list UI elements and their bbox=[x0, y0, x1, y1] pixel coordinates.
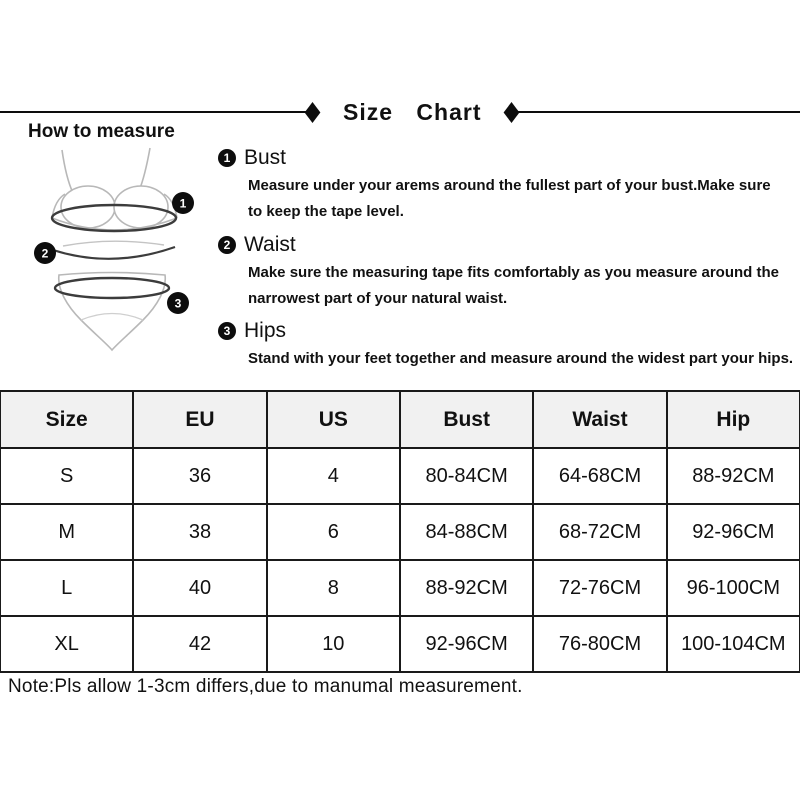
cell-waist: 64-68CM bbox=[533, 448, 666, 504]
how-to-measure-label: How to measure bbox=[28, 121, 175, 142]
col-header-waist: Waist bbox=[533, 391, 666, 448]
table-row bbox=[0, 560, 800, 616]
cell-hip: 96-100CM bbox=[667, 560, 800, 616]
cell-eu: 38 bbox=[133, 504, 266, 560]
instruction-waist-head bbox=[218, 233, 779, 257]
table-row bbox=[0, 448, 800, 504]
cell-bust: 84-88CM bbox=[400, 504, 533, 560]
page-title: Size Chart bbox=[343, 98, 482, 125]
table-row bbox=[0, 616, 800, 672]
svg-text:3: 3 bbox=[174, 296, 182, 311]
instruction-waist-text: Make sure the measuring tape fits comfortably as you measure around the narrowest part of your natural waist. bbox=[248, 264, 779, 307]
cell-size: S bbox=[0, 448, 133, 504]
cell-us: 8 bbox=[267, 560, 400, 616]
instruction-hips-head bbox=[218, 319, 793, 343]
instruction-hips-title: Hips bbox=[244, 319, 287, 342]
col-header-hip: Hip bbox=[667, 391, 800, 448]
col-header-us: US bbox=[267, 391, 400, 448]
bullet-1-icon: 1 bbox=[218, 149, 236, 167]
marker-1 bbox=[172, 192, 194, 214]
instruction-bust-head bbox=[218, 146, 771, 170]
instruction-waist bbox=[218, 233, 779, 312]
cell-waist: 76-80CM bbox=[533, 616, 666, 672]
cell-waist: 72-76CM bbox=[533, 560, 666, 616]
cell-waist: 68-72CM bbox=[533, 504, 666, 560]
col-header-bust: Bust bbox=[400, 391, 533, 448]
size-table-header-row bbox=[0, 391, 800, 448]
cell-eu: 36 bbox=[133, 448, 266, 504]
cell-us: 10 bbox=[267, 616, 400, 672]
col-header-size: Size bbox=[0, 391, 133, 448]
instruction-bust-text: Measure under your arems around the fullest part of your bust.Make sure to keep the tape level. bbox=[248, 177, 771, 220]
cell-hip: 88-92CM bbox=[667, 448, 800, 504]
cell-us: 6 bbox=[267, 504, 400, 560]
instruction-bust bbox=[218, 146, 771, 225]
marker-2 bbox=[34, 242, 56, 264]
cell-eu: 40 bbox=[133, 560, 266, 616]
title-rule-right bbox=[518, 111, 800, 113]
cell-size: XL bbox=[0, 616, 133, 672]
title-rule-left bbox=[0, 111, 306, 113]
instruction-bust-title: Bust bbox=[244, 146, 287, 169]
cell-eu: 42 bbox=[133, 616, 266, 672]
cell-hip: 92-96CM bbox=[667, 504, 800, 560]
diamond-icon bbox=[504, 102, 520, 123]
bullet-3-icon: 3 bbox=[218, 322, 236, 340]
bullet-2-icon: 2 bbox=[218, 236, 236, 254]
size-table bbox=[0, 390, 800, 673]
svg-text:2: 2 bbox=[41, 246, 49, 261]
cell-bust: 80-84CM bbox=[400, 448, 533, 504]
cell-size: M bbox=[0, 504, 133, 560]
instruction-hips bbox=[218, 319, 793, 372]
bikini-measure-illustration bbox=[15, 138, 215, 358]
marker-3 bbox=[167, 292, 189, 314]
cell-hip: 100-104CM bbox=[667, 616, 800, 672]
instruction-hips-text: Stand with your feet together and measure around the widest part your hips. bbox=[248, 350, 794, 367]
svg-text:1: 1 bbox=[179, 196, 187, 211]
table-row bbox=[0, 504, 800, 560]
cell-size: L bbox=[0, 560, 133, 616]
cell-bust: 88-92CM bbox=[400, 560, 533, 616]
measurement-note: Note:Pls allow 1-3cm differs,due to manumal measurement. bbox=[8, 676, 523, 697]
cell-bust: 92-96CM bbox=[400, 616, 533, 672]
cell-us: 4 bbox=[267, 448, 400, 504]
waist-tape-line bbox=[53, 247, 175, 259]
instruction-waist-title: Waist bbox=[244, 233, 296, 256]
col-header-eu: EU bbox=[133, 391, 266, 448]
